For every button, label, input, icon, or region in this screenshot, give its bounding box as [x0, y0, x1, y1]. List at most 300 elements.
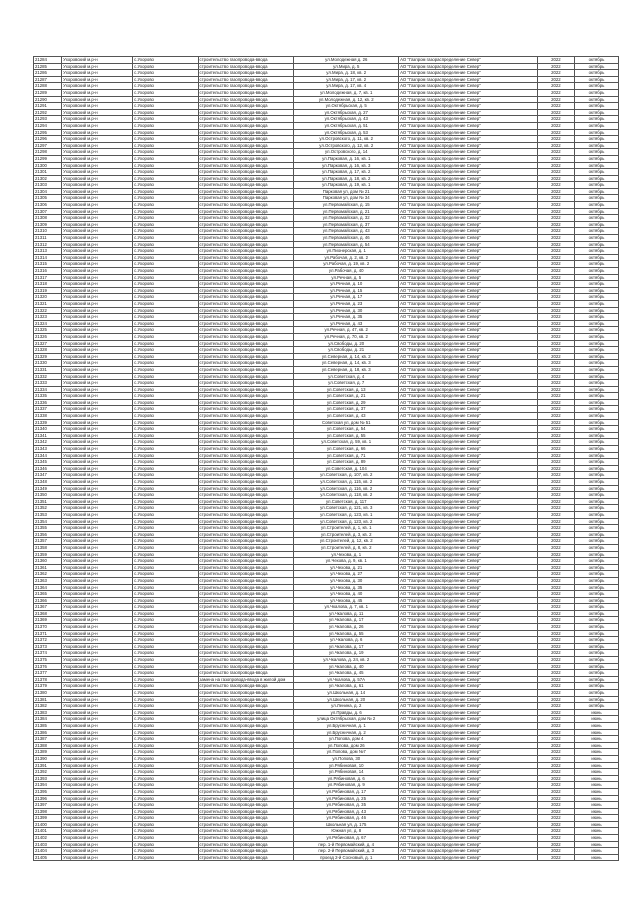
- settlement-cell: с.Ухорово: [133, 340, 198, 347]
- table-row: [34, 399, 619, 406]
- district-cell: Ухоровский м.р-н: [62, 630, 133, 637]
- row-number: 21358: [34, 544, 62, 551]
- table-row: [34, 452, 619, 459]
- year-cell: 2022: [537, 432, 574, 439]
- work-type-cell: строительство газопровода-ввода: [198, 63, 294, 70]
- work-type-cell: строительство газопровода-ввода: [198, 577, 294, 584]
- table-row: [34, 103, 619, 110]
- table-row: [34, 76, 619, 83]
- row-number: 21304: [34, 188, 62, 195]
- address-cell: Парковая ул, дом № 34: [294, 195, 399, 202]
- month-cell: июнь: [574, 749, 618, 756]
- table-row: [34, 393, 619, 400]
- district-cell: Ухоровский м.р-н: [62, 835, 133, 842]
- work-type-cell: строительство газопровода-ввода: [198, 195, 294, 202]
- address-cell: ул.Чехова, д. 40: [294, 591, 399, 598]
- table-row: [34, 63, 619, 70]
- month-cell: октябрь: [574, 446, 618, 453]
- settlement-cell: с.Ухорово: [133, 327, 198, 334]
- address-cell: ул.Мира, д. 5: [294, 63, 399, 70]
- settlement-cell: с.Ухорово: [133, 630, 198, 637]
- work-type-cell: строительство газопровода-ввода: [198, 221, 294, 228]
- organization-cell: АО "Газпром газораспределение Север": [399, 558, 538, 565]
- address-cell: ул.Чкалова, д. 17: [294, 617, 399, 624]
- settlement-cell: с.Ухорово: [133, 419, 198, 426]
- settlement-cell: с.Ухорово: [133, 129, 198, 136]
- settlement-cell: с.Ухорово: [133, 663, 198, 670]
- row-number: 21367: [34, 604, 62, 611]
- year-cell: 2022: [537, 630, 574, 637]
- work-type-cell: строительство газопровода-ввода: [198, 380, 294, 387]
- district-cell: Ухоровский м.р-н: [62, 802, 133, 809]
- address-cell: ул.Чкалова, д. 24, кв. 2: [294, 657, 399, 664]
- year-cell: 2022: [537, 241, 574, 248]
- row-number: 21319: [34, 287, 62, 294]
- year-cell: 2022: [537, 340, 574, 347]
- settlement-cell: с.Ухорово: [133, 116, 198, 123]
- row-number: 21401: [34, 828, 62, 835]
- district-cell: Ухоровский м.р-н: [62, 518, 133, 525]
- work-type-cell: строительство газопровода-ввода: [198, 670, 294, 677]
- district-cell: Ухоровский м.р-н: [62, 775, 133, 782]
- year-cell: 2022: [537, 195, 574, 202]
- settlement-cell: с.Ухорово: [133, 841, 198, 848]
- table-row: [34, 360, 619, 367]
- address-cell: ул.Попова, дом 26: [294, 742, 399, 749]
- table-row: [34, 300, 619, 307]
- work-type-cell: строительство газопровода-ввода: [198, 452, 294, 459]
- organization-cell: АО "Газпром газораспределение Север": [399, 624, 538, 631]
- year-cell: 2022: [537, 228, 574, 235]
- row-number: 21322: [34, 307, 62, 314]
- address-cell: ул.Советская, д. 37: [294, 406, 399, 413]
- table-row: [34, 624, 619, 631]
- year-cell: 2022: [537, 518, 574, 525]
- work-type-cell: строительство газопровода-ввода: [198, 643, 294, 650]
- settlement-cell: с.Ухорово: [133, 848, 198, 855]
- work-type-cell: строительство газопровода-ввода: [198, 815, 294, 822]
- settlement-cell: с.Ухорово: [133, 742, 198, 749]
- row-number: 21382: [34, 703, 62, 710]
- work-type-cell: строительство газопровода-ввода: [198, 755, 294, 762]
- row-number: 21394: [34, 782, 62, 789]
- table-row: [34, 650, 619, 657]
- address-cell: ул.Строителей, д. 8, кв. 2: [294, 544, 399, 551]
- table-row: [34, 261, 619, 268]
- work-type-cell: строительство газопровода-ввода: [198, 841, 294, 848]
- work-type-cell: строительство газопровода-ввода: [198, 254, 294, 261]
- work-type-cell: строительство газопровода-ввода: [198, 208, 294, 215]
- table-row: [34, 320, 619, 327]
- month-cell: октябрь: [574, 670, 618, 677]
- district-cell: Ухоровский м.р-н: [62, 254, 133, 261]
- table-row: [34, 333, 619, 340]
- work-type-cell: строительство газопровода-ввода: [198, 248, 294, 255]
- address-cell: ул.Речная, д. 30: [294, 307, 399, 314]
- address-cell: ул.Советская, д. 123, кв. 2: [294, 518, 399, 525]
- month-cell: июнь: [574, 736, 618, 743]
- address-cell: ул.Речная, д. 23: [294, 300, 399, 307]
- address-cell: ул.Ленина, д. 2: [294, 703, 399, 710]
- month-cell: октябрь: [574, 432, 618, 439]
- row-number: 21381: [34, 696, 62, 703]
- district-cell: Ухоровский м.р-н: [62, 202, 133, 209]
- month-cell: июнь: [574, 835, 618, 842]
- address-cell: ул.Правды, д. 6: [294, 709, 399, 716]
- work-type-cell: строительство газопровода-ввода: [198, 162, 294, 169]
- settlement-cell: с.Ухорово: [133, 683, 198, 690]
- row-number: 21309: [34, 221, 62, 228]
- row-number: 21389: [34, 749, 62, 756]
- row-number: 21287: [34, 76, 62, 83]
- year-cell: 2022: [537, 353, 574, 360]
- work-type-cell: строительство газопровода-ввода: [198, 182, 294, 189]
- district-cell: Ухоровский м.р-н: [62, 703, 133, 710]
- table-row: [34, 657, 619, 664]
- month-cell: октябрь: [574, 76, 618, 83]
- address-cell: ул.Парковая, д. 17, кв. 2: [294, 169, 399, 176]
- address-cell: ул.Первомайская, д. 43: [294, 228, 399, 235]
- row-number: 21343: [34, 446, 62, 453]
- organization-cell: АО "Газпром газораспределение Север": [399, 63, 538, 70]
- settlement-cell: с.Ухорово: [133, 505, 198, 512]
- organization-cell: АО "Газпром газораспределение Север": [399, 498, 538, 505]
- month-cell: июнь: [574, 815, 618, 822]
- month-cell: октябрь: [574, 182, 618, 189]
- work-type-cell: строительство газопровода-ввода: [198, 498, 294, 505]
- work-type-cell: строительство газопровода-ввода: [198, 479, 294, 486]
- row-number: 21400: [34, 821, 62, 828]
- settlement-cell: с.Ухорово: [133, 676, 198, 683]
- row-number: 21379: [34, 683, 62, 690]
- address-cell: ул.Чкалова, д. 7, кв. 1: [294, 604, 399, 611]
- table-row: [34, 406, 619, 413]
- district-cell: Ухоровский м.р-н: [62, 498, 133, 505]
- organization-cell: АО "Газпром газораспределение Север": [399, 327, 538, 334]
- work-type-cell: строительство газопровода-ввода: [198, 261, 294, 268]
- organization-cell: АО "Газпром газораспределение Север": [399, 788, 538, 795]
- address-cell: ул.Мира, д. 18, кв. 2: [294, 70, 399, 77]
- work-type-cell: строительство газопровода-ввода: [198, 432, 294, 439]
- settlement-cell: с.Ухорово: [133, 788, 198, 795]
- table-row: [34, 505, 619, 512]
- district-cell: Ухоровский м.р-н: [62, 228, 133, 235]
- month-cell: июнь: [574, 841, 618, 848]
- organization-cell: АО "Газпром газораспределение Север": [399, 821, 538, 828]
- district-cell: Ухоровский м.р-н: [62, 828, 133, 835]
- table-row: [34, 696, 619, 703]
- year-cell: 2022: [537, 736, 574, 743]
- row-number: 21365: [34, 591, 62, 598]
- organization-cell: АО "Газпром газораспределение Север": [399, 525, 538, 532]
- address-cell: ул.Свободы, д. 21: [294, 347, 399, 354]
- year-cell: 2022: [537, 300, 574, 307]
- address-cell: ул.Речная, д. 15: [294, 287, 399, 294]
- settlement-cell: с.Ухорово: [133, 591, 198, 598]
- row-number: 21371: [34, 630, 62, 637]
- row-number: 21385: [34, 722, 62, 729]
- month-cell: октябрь: [574, 142, 618, 149]
- district-cell: Ухоровский м.р-н: [62, 314, 133, 321]
- settlement-cell: с.Ухорово: [133, 393, 198, 400]
- year-cell: 2022: [537, 795, 574, 802]
- work-type-cell: строительство газопровода-ввода: [198, 340, 294, 347]
- settlement-cell: с.Ухорово: [133, 136, 198, 143]
- work-type-cell: строительство газопровода-ввода: [198, 854, 294, 861]
- organization-cell: АО "Газпром газораспределение Север": [399, 235, 538, 242]
- year-cell: 2022: [537, 63, 574, 70]
- row-number: 21321: [34, 300, 62, 307]
- year-cell: 2022: [537, 584, 574, 591]
- table-row: [34, 782, 619, 789]
- month-cell: июнь: [574, 775, 618, 782]
- settlement-cell: с.Ухорово: [133, 162, 198, 169]
- organization-cell: АО "Газпром газораспределение Север": [399, 208, 538, 215]
- address-cell: ул.Советская, д. 118, кв. 2: [294, 492, 399, 499]
- work-type-cell: строительство газопровода-ввода: [198, 650, 294, 657]
- address-cell: ул.Мира, д. 17, кв. 4: [294, 83, 399, 90]
- month-cell: июнь: [574, 755, 618, 762]
- address-cell: Советская ул, дом № 51: [294, 419, 399, 426]
- address-cell: ул.Пионерская, д. 1: [294, 248, 399, 255]
- settlement-cell: с.Ухорово: [133, 511, 198, 518]
- table-row: [34, 89, 619, 96]
- settlement-cell: с.Ухорово: [133, 835, 198, 842]
- district-cell: Ухоровский м.р-н: [62, 426, 133, 433]
- year-cell: 2022: [537, 854, 574, 861]
- district-cell: Ухоровский м.р-н: [62, 808, 133, 815]
- district-cell: Ухоровский м.р-н: [62, 439, 133, 446]
- month-cell: октябрь: [574, 83, 618, 90]
- organization-cell: АО "Газпром газораспределение Север": [399, 511, 538, 518]
- address-cell: ул.Советская, д. 43: [294, 413, 399, 420]
- work-type-cell: строительство газопровода-ввода: [198, 122, 294, 129]
- work-type-cell: строительство газопровода-ввода: [198, 129, 294, 136]
- table-row: [34, 235, 619, 242]
- row-number: 21399: [34, 815, 62, 822]
- settlement-cell: с.Ухорово: [133, 736, 198, 743]
- settlement-cell: с.Ухорово: [133, 657, 198, 664]
- settlement-cell: с.Ухорово: [133, 235, 198, 242]
- month-cell: июнь: [574, 769, 618, 776]
- address-cell: ул.Рабочая, д. 19, кв. 2: [294, 261, 399, 268]
- address-cell: пер. 1-й Первомайский, д. 4: [294, 841, 399, 848]
- year-cell: 2022: [537, 564, 574, 571]
- year-cell: 2022: [537, 122, 574, 129]
- month-cell: октябрь: [574, 353, 618, 360]
- organization-cell: АО "Газпром газораспределение Север": [399, 755, 538, 762]
- settlement-cell: с.Ухорово: [133, 76, 198, 83]
- month-cell: октябрь: [574, 136, 618, 143]
- district-cell: Ухоровский м.р-н: [62, 709, 133, 716]
- organization-cell: АО "Газпром газораспределение Север": [399, 854, 538, 861]
- month-cell: октябрь: [574, 637, 618, 644]
- settlement-cell: с.Ухорово: [133, 729, 198, 736]
- table-row: [34, 584, 619, 591]
- row-number: 21338: [34, 413, 62, 420]
- work-type-cell: строительство газопровода-ввода: [198, 281, 294, 288]
- row-number: 21299: [34, 155, 62, 162]
- work-type-cell: строительство газопровода-ввода: [198, 188, 294, 195]
- district-cell: Ухоровский м.р-н: [62, 452, 133, 459]
- settlement-cell: с.Ухорово: [133, 386, 198, 393]
- year-cell: 2022: [537, 294, 574, 301]
- data-table: [33, 56, 619, 861]
- organization-cell: АО "Газпром газораспределение Север": [399, 333, 538, 340]
- organization-cell: АО "Газпром газораспределение Север": [399, 182, 538, 189]
- month-cell: октябрь: [574, 525, 618, 532]
- table-row: [34, 136, 619, 143]
- district-cell: Ухоровский м.р-н: [62, 571, 133, 578]
- month-cell: октябрь: [574, 248, 618, 255]
- district-cell: Ухоровский м.р-н: [62, 142, 133, 149]
- organization-cell: АО "Газпром газораспределение Север": [399, 690, 538, 697]
- organization-cell: АО "Газпром газораспределение Север": [399, 835, 538, 842]
- address-cell: ул.Речная, д. 43: [294, 320, 399, 327]
- row-number: 21383: [34, 709, 62, 716]
- row-number: 21350: [34, 492, 62, 499]
- year-cell: 2022: [537, 485, 574, 492]
- year-cell: 2022: [537, 848, 574, 855]
- settlement-cell: с.Ухорово: [133, 221, 198, 228]
- year-cell: 2022: [537, 511, 574, 518]
- address-cell: ул.Рябиновая, 10: [294, 762, 399, 769]
- organization-cell: АО "Газпром газораспределение Север": [399, 815, 538, 822]
- row-number: 21387: [34, 736, 62, 743]
- table-row: [34, 465, 619, 472]
- address-cell: улица Октябрьская, дом № 2: [294, 716, 399, 723]
- table-row: [34, 571, 619, 578]
- row-number: 21357: [34, 538, 62, 545]
- organization-cell: АО "Газпром газораспределение Север": [399, 709, 538, 716]
- district-cell: Ухоровский м.р-н: [62, 624, 133, 631]
- settlement-cell: с.Ухорово: [133, 808, 198, 815]
- address-cell: ул.Первомайская, д. 32: [294, 215, 399, 222]
- table-row: [34, 419, 619, 426]
- year-cell: 2022: [537, 208, 574, 215]
- work-type-cell: строительство газопровода-ввода: [198, 795, 294, 802]
- table-row: [34, 472, 619, 479]
- address-cell: ул.Рябиновая, д. 9: [294, 782, 399, 789]
- month-cell: октябрь: [574, 459, 618, 466]
- work-type-cell: строительство газопровода-ввода: [198, 235, 294, 242]
- row-number: 21307: [34, 208, 62, 215]
- organization-cell: АО "Газпром газораспределение Север": [399, 749, 538, 756]
- row-number: 21314: [34, 254, 62, 261]
- organization-cell: АО "Газпром газораспределение Север": [399, 103, 538, 110]
- settlement-cell: с.Ухорово: [133, 577, 198, 584]
- work-type-cell: строительство газопровода-ввода: [198, 637, 294, 644]
- table-row: [34, 828, 619, 835]
- address-cell: ул.Первомайская, д. 46: [294, 235, 399, 242]
- district-cell: Ухоровский м.р-н: [62, 333, 133, 340]
- organization-cell: АО "Газпром газораспределение Север": [399, 70, 538, 77]
- settlement-cell: с.Ухорово: [133, 446, 198, 453]
- district-cell: Ухоровский м.р-н: [62, 472, 133, 479]
- organization-cell: АО "Газпром газораспределение Север": [399, 261, 538, 268]
- month-cell: октябрь: [574, 241, 618, 248]
- month-cell: октябрь: [574, 703, 618, 710]
- table-row: [34, 459, 619, 466]
- work-type-cell: строительство газопровода-ввода: [198, 683, 294, 690]
- settlement-cell: с.Ухорово: [133, 399, 198, 406]
- row-number: 21313: [34, 248, 62, 255]
- work-type-cell: строительство газопровода-ввода: [198, 386, 294, 393]
- month-cell: октябрь: [574, 162, 618, 169]
- month-cell: октябрь: [574, 393, 618, 400]
- row-number: 21361: [34, 564, 62, 571]
- organization-cell: АО "Газпром газораспределение Север": [399, 380, 538, 387]
- year-cell: 2022: [537, 281, 574, 288]
- district-cell: Ухоровский м.р-н: [62, 366, 133, 373]
- settlement-cell: с.Ухорово: [133, 314, 198, 321]
- organization-cell: АО "Газпром газораспределение Север": [399, 340, 538, 347]
- row-number: 21398: [34, 808, 62, 815]
- table-row: [34, 755, 619, 762]
- organization-cell: АО "Газпром газораспределение Север": [399, 439, 538, 446]
- address-cell: ул.Советская, д. 104: [294, 465, 399, 472]
- table-row: [34, 241, 619, 248]
- settlement-cell: с.Ухорово: [133, 696, 198, 703]
- organization-cell: АО "Газпром газораспределение Север": [399, 742, 538, 749]
- table-row: [34, 683, 619, 690]
- year-cell: 2022: [537, 544, 574, 551]
- organization-cell: АО "Газпром газораспределение Север": [399, 116, 538, 123]
- settlement-cell: с.Ухорово: [133, 353, 198, 360]
- year-cell: 2022: [537, 690, 574, 697]
- year-cell: 2022: [537, 762, 574, 769]
- district-cell: Ухоровский м.р-н: [62, 347, 133, 354]
- district-cell: Ухоровский м.р-н: [62, 716, 133, 723]
- district-cell: Ухоровский м.р-н: [62, 89, 133, 96]
- settlement-cell: с.Ухорово: [133, 703, 198, 710]
- settlement-cell: с.Ухорово: [133, 320, 198, 327]
- organization-cell: АО "Газпром газораспределение Север": [399, 353, 538, 360]
- district-cell: Ухоровский м.р-н: [62, 742, 133, 749]
- district-cell: Ухоровский м.р-н: [62, 696, 133, 703]
- year-cell: 2022: [537, 835, 574, 842]
- table-row: [34, 426, 619, 433]
- year-cell: 2022: [537, 591, 574, 598]
- row-number: 21392: [34, 769, 62, 776]
- settlement-cell: с.Ухорово: [133, 182, 198, 189]
- table-row: [34, 795, 619, 802]
- settlement-cell: с.Ухорово: [133, 584, 198, 591]
- row-number: 21325: [34, 327, 62, 334]
- address-cell: ул.Чехова, д. 30: [294, 577, 399, 584]
- month-cell: октябрь: [574, 591, 618, 598]
- organization-cell: АО "Газпром газораспределение Север": [399, 287, 538, 294]
- settlement-cell: с.Ухорово: [133, 366, 198, 373]
- month-cell: октябрь: [574, 676, 618, 683]
- row-number: 21352: [34, 505, 62, 512]
- year-cell: 2022: [537, 175, 574, 182]
- address-cell: ул.Октябрьская, д. 53: [294, 129, 399, 136]
- district-cell: Ухоровский м.р-н: [62, 103, 133, 110]
- year-cell: 2022: [537, 604, 574, 611]
- organization-cell: АО "Газпром газораспределение Север": [399, 221, 538, 228]
- settlement-cell: с.Ухорово: [133, 241, 198, 248]
- district-cell: Ухоровский м.р-н: [62, 353, 133, 360]
- year-cell: 2022: [537, 446, 574, 453]
- table-row: [34, 525, 619, 532]
- year-cell: 2022: [537, 703, 574, 710]
- settlement-cell: с.Ухорово: [133, 175, 198, 182]
- work-type-cell: строительство газопровода-ввода: [198, 742, 294, 749]
- settlement-cell: с.Ухорово: [133, 854, 198, 861]
- organization-cell: АО "Газпром газораспределение Север": [399, 320, 538, 327]
- table-row: [34, 129, 619, 136]
